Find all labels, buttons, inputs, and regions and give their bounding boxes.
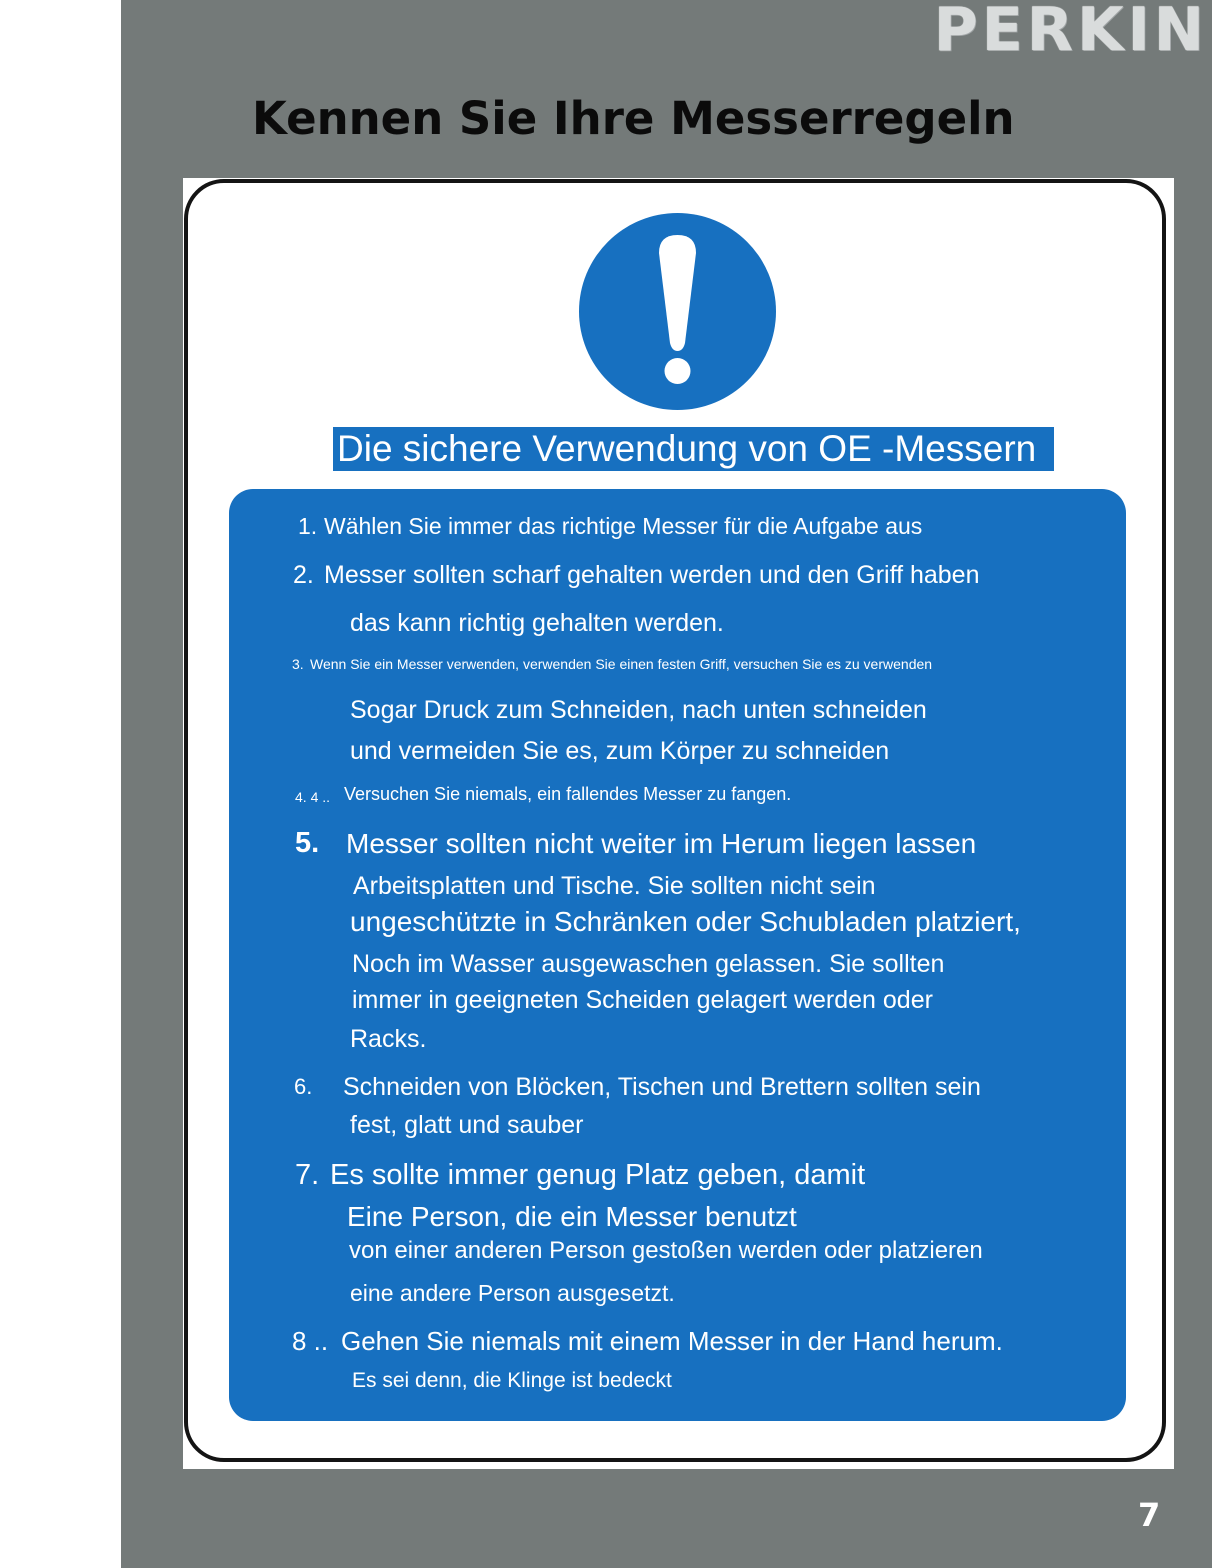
rule-8-line-1: Gehen Sie niemals mit einem Messer in der Hand herum. bbox=[341, 1326, 1003, 1356]
rule-5-line-6: Racks. bbox=[350, 1025, 427, 1053]
page-title: Kennen Sie Ihre Messerregeln bbox=[252, 92, 1015, 145]
rule-7-line-2: Eine Person, die ein Messer benutzt bbox=[347, 1201, 797, 1232]
rule-7-line-4: eine andere Person ausgesetzt. bbox=[350, 1280, 675, 1306]
rule-6-line-1: Schneiden von Blöcken, Tischen und Brettern sollten sein bbox=[343, 1073, 981, 1101]
rule-1-line-1: Wählen Sie immer das richtige Messer für die Aufgabe aus bbox=[324, 513, 923, 539]
rule-1-number: 1. bbox=[298, 513, 318, 539]
rule-6-line-2: fest, glatt und sauber bbox=[350, 1111, 584, 1139]
rule-3-line-1: Wenn Sie ein Messer verwenden, verwenden Sie einen festen Griff, versuchen Sie es zu verwenden bbox=[310, 656, 933, 672]
rule-4-line-1: Versuchen Sie niemals, ein fallendes Messer zu fangen. bbox=[344, 784, 792, 804]
rule-5-line-5: immer in geeigneten Scheiden gelagert werden oder bbox=[352, 986, 933, 1014]
rule-5-line-1: Messer sollten nicht weiter im Herum liegen lassen bbox=[346, 828, 977, 859]
rule-5-line-3: ungeschützte in Schränken oder Schubladen platziert, bbox=[350, 906, 1021, 937]
sign-heading: Die sichere Verwendung von OE -Messern bbox=[333, 427, 1054, 471]
exclamation-circle-icon bbox=[579, 213, 776, 410]
rule-6-number: 6. bbox=[294, 1074, 313, 1099]
rule-8-number: 8 .. bbox=[292, 1326, 329, 1356]
rule-7-number: 7. bbox=[295, 1159, 320, 1191]
rule-5-line-4: Noch im Wasser ausgewaschen gelassen. Sie sollten bbox=[352, 950, 945, 978]
rule-3-line-3: und vermeiden Sie es, zum Körper zu schneiden bbox=[350, 737, 890, 765]
rule-7-line-1: Es sollte immer genug Platz geben, damit bbox=[330, 1159, 866, 1191]
page-number: 7 bbox=[1138, 1496, 1161, 1534]
rule-4-number: 4. 4 .. bbox=[295, 789, 331, 805]
rule-8-line-2: Es sei denn, die Klinge ist bedeckt bbox=[352, 1369, 672, 1392]
rule-3-line-2: Sogar Druck zum Schneiden, nach unten schneiden bbox=[350, 696, 927, 724]
rule-5-number: 5. bbox=[295, 827, 320, 859]
rule-5-line-2: Arbeitsplatten und Tische. Sie sollten nicht sein bbox=[353, 872, 876, 900]
rule-2-line-2: das kann richtig gehalten werden. bbox=[350, 609, 724, 637]
rule-7-line-3: von einer anderen Person gestoßen werden oder platzieren bbox=[349, 1237, 983, 1264]
rule-2-number: 2. bbox=[293, 561, 314, 589]
rule-3-number: 3. bbox=[292, 656, 304, 672]
rule-2-line-1: Messer sollten scharf gehalten werden und den Griff haben bbox=[324, 561, 980, 589]
brand-logo: PERKIN bbox=[933, 0, 1208, 65]
left-margin bbox=[0, 0, 121, 1568]
